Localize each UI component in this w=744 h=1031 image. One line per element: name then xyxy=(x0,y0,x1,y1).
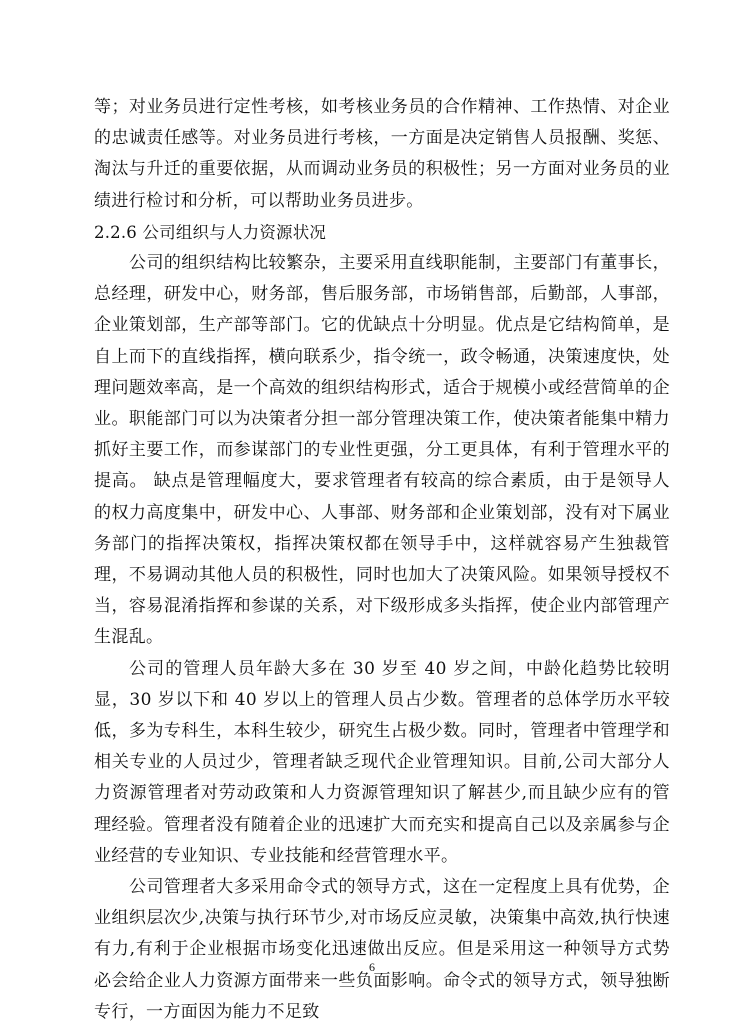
paragraph-leadership-style: 公司管理者大多采用命令式的领导方式，这在一定程度上具有优势，企业组织层次少,决策与执行环节少,对市场反应灵敏，决策集中高效,执行快速有力,有利于企业根据市场变化迅速做出反应。但是采用这一种领导方式势必会给企业人力资源方面带来一些负面影响。命令式的领导方式，领导独断专行，一方面因为能力不足致 xyxy=(94,877,670,1022)
paragraph-organization-structure: 公司的组织结构比较繁杂，主要采用直线职能制，主要部门有董事长，总经理，研发中心，财务部，售后服务部，市场销售部，后勤部，人事部，企业策划部，生产部等部门。它的优缺点十分明显。优点是它结构简单，是自上而下的直线指挥，横向联系少，指令统一，政令畅通，决策速度快，处理问题效率高，是一个高效的组织结构形式，适合于规模小或经营简单的企业。职能部门可以为决策者分担一部分管理决策工作，使决策者能集中精力抓好主要工作，而参谋部门的专业性更强，分工更具体，有利于管理水平的提高。 缺点是管理幅度大，要求管理者有较高的综合素质，由于是领导人的权力高度集中，研发中心、人事部、财务部和企业策划部，没有对下属业务部门的指挥决策权，指挥决策权都在领导手中，这样就容易产生独裁管理，不易调动其他人员的积极性，同时也加大了决策风险。如果领导授权不当，容易混淆指挥和参谋的关系，对下级形成多头指挥，使企业内部管理产生混乱。 xyxy=(94,253,670,648)
paragraph-continued: 等；对业务员进行定性考核，如考核业务员的合作精神、工作热情、对企业的忠诚责任感等。对业务员进行考核，一方面是决定销售人员报酬、奖惩、淘汰与升迁的重要依据，从而调动业务员的积极性；另一方面对业务员的业绩进行检讨和分析，可以帮助业务员进步。 xyxy=(94,97,670,211)
body-text xyxy=(94,92,670,1028)
section-heading: 2.2.6 公司组织与人力资源状况 xyxy=(94,222,327,242)
page-number: 6 xyxy=(369,960,375,974)
paragraph-management-staff: 公司的管理人员年龄大多在 30 岁至 40 岁之间，中龄化趋势比较明显，30 岁以下和 40 岁以上的管理人员占少数。管理者的总体学历水平较低，多为专科生，本科生较少，研究生占极少数。同时，管理者中管理学和相关专业的人员过少，管理者缺乏现代企业管理知识。目前,公司大部分人力资源管理者对劳动政策和人力资源管理知识了解甚少,而且缺少应有的管理经验。管理者没有随着企业的迅速扩大而充实和提高自己以及亲属参与企业经营的专业知识、专业技能和经营管理水平。 xyxy=(94,658,670,866)
